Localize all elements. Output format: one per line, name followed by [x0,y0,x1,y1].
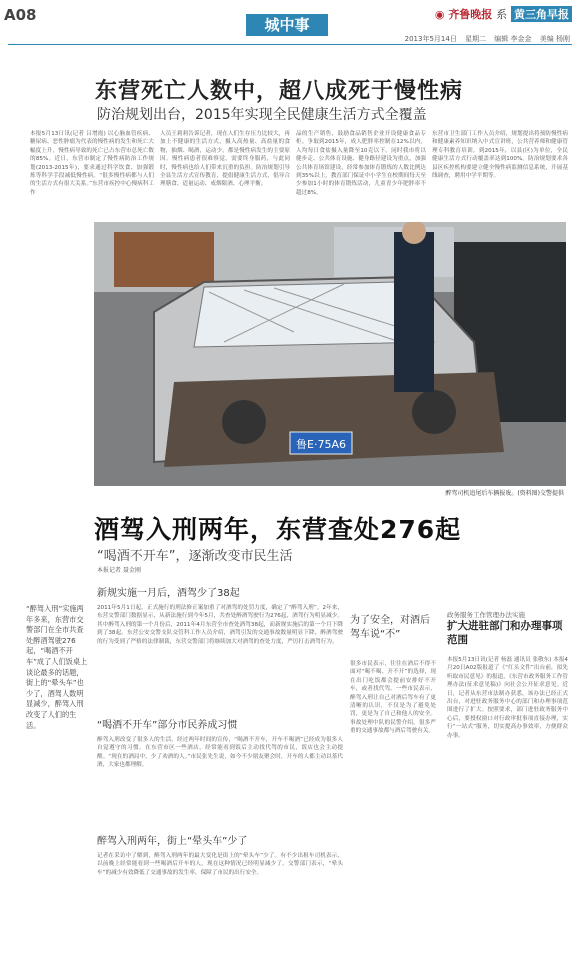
article2-subheadline: “喝酒不开车”，逐渐改变市民生活 [97,549,293,564]
article2-subhead-3: 醉驾入刑两年，街上“晕头车”少了 [97,836,248,847]
mid-subhead: 为了安全，对酒后驾车说“不” [350,615,430,640]
article2-intro: 2011年5月1日起，正式施行的刑法修正案加重了对酒驾的处罚力度，确定了“醉驾入刑”。2年来，东营交警部门数据显示，从新法施行到今年5月，共查处醉酒驾驶行为276起，酒驾行为明显减少。其中醉驾入刑的第一个月份后，2011年4月东营全市查处酒驾38起，而新规实施后的第一个月下降到了38起。东营公安交警支队交管科工作人员介绍，酒驾引发的交通事故数量明显下降，醉酒驾驶的行为受到了严格的法律制裁，东营交警部门将继续加大对酒驾的查处力度，严厉打击酒驾行为。 [97,605,343,645]
designer-credit: 美编 杨刚 [539,35,570,43]
header-rule [8,44,572,45]
sidebar-title: 扩大进驻部门和办理事项范围 [447,620,563,646]
article1-col3: 品的生产销售，鼓励食品销售企业开设健康食品专柜。争取到2015年，成人肥胖率控制在12%以内，人均每日食盐摄入量降至10克以下。同时我市将以健步走、公共体育设施、健身路径建设为重点，加强公共体育场馆建设，经常参加体育锻炼的人数比例达到35%以上，教育部门保证中小学生在校期间每天至少参加1小时的体育锻炼活动，儿童青少年肥胖率不超过8%。 [296,131,426,196]
sidebar-kicker: 政务服务工作管理办法实施 [447,611,525,619]
newspaper-logo [435,6,572,22]
crash-photo [94,222,566,486]
masthead [0,0,580,46]
logo-name: 齐鲁晚报 [448,8,493,21]
logo-box: 黄三角早报 [511,6,572,22]
article2-subhead-2: “喝酒不开车”部分市民养成习惯 [97,720,238,731]
article2-subhead-1: 新规实施一月后，酒驾少了38起 [97,588,240,599]
article1-col4: 东营市卫生部门工作人员介绍，规划提出将预防慢性病和健康素养知识纳入中式宣讲班，公共营养师和健康管理专科教育培训。到2015年，以县(区)为单位，全民健康生活方式行动覆盖率达到100%。防治规划要求各县区疾控机构要建立健全慢性病监测信息系统，开展基线调查，聘用中学平期等。 [432,131,568,180]
article1-headline: 东营死亡人数中，超八成死于慢性病 [95,79,464,104]
date-line [405,34,570,44]
logo-circle-icon: ◉ [434,8,445,21]
article2-headline: 酒驾入刑两年，东营查处276起 [94,515,462,544]
license-plate: 鲁E·75A6 [296,438,346,451]
mid-column-text: 很多市民表示，往往在酒后不得不面对“喝不喝、开不开”的选择，现在出门吃饭都会提前安排好不开车，或者找代驾。一些市民表示，醉驾入刑让自己对酒后驾车有了更清晰的认识，不仅是为了避免处罚，更是为了自己和他人的安全。事故处理中队的民警介绍，很多严重的交通事故都与酒后驾驶有关。 [350,661,436,735]
wrecked-car-illustration [94,222,566,486]
article2-para2: 醉驾入刑改变了很多人的生活。经过两年时间的宣传，“喝酒不开车，开车不喝酒”已经成为很多人自觉遵守的习惯。在东营市区一些酒店，经常能看到饭后主动找代驾的市民，饭店也会主动提醒。“现在的酒局中，少了劝酒的人。”市民张先生说，如今不少朋友聚会时，开车的人都主动以茶代酒，大家也都理解。 [97,737,343,769]
sidebar-article [447,610,567,647]
photo-caption: 醉驾司机追尾后车辆报废。(资料图)交警提供 [445,490,564,497]
editor-credit: 编辑 李金金 [494,35,532,43]
article1-col2: 人员王莉莉告诉记者，现在人们生存压力比较大，再加上不健康的生活方式，摄入高热量、高盐量的食物，抽烟、喝酒，运动少，都是慢性病发生的主要原因。慢性病患者很难察觉，需要终身服药，与此同时，慢性病也给人们带来沉重的负担。防治规划引导全县生活方式宣传教育，提倡健康生活方式，倡导合理膳食、适量运动、戒烟限酒、心理平衡。 [160,131,290,188]
article2-byline: 本报记者 聂金刚 [97,567,141,574]
issue-weekday: 星期二 [465,35,487,43]
section-title: 城中事 [246,14,328,36]
logo-suffix: 系 [496,8,508,21]
sidebar-text: 本报5月13日讯(记者 杨磊 通讯员 张敬东) 本报4月20日A02版报道了《“红头文件”出台前，拟先听取市民意见》的报道，《东营市政务服务工作管理办法(征求意见稿)》向社会公开征求意见。近日，记者从东营市法制办获悉，该办法已经正式出台，对进驻政务服务中心的部门和办理事项范围进行了扩大。按照要求，部门进驻政务服务中心后，要授权窗口对行政审批事项直接办理，实行“一站式”服务，切实提高办事效率，方便群众办事。 [447,657,568,739]
issue-date: 2013年5月14日 [404,35,457,43]
page-number: A08 [4,6,37,24]
article1-col1: 本报5月13日讯(记者 吕增霞) 以心脑血管疾病、糖尿病、恶性肿瘤为代表的慢性病的发生和死亡大幅度上升，慢性病导致的死亡已占东营市总死亡数的85%。近日，东营市制定了慢性病防治工作规划(2013-2015年)，要求通过科学饮食、加强锻炼等科学手段减低慢性病。“很多慢性病都与人们的生活方式有很大关系。”东营市疾控中心慢病科工作 [30,131,154,196]
pull-quote: “醉驾入刑”实施两年多来，东营市交警部门在全市共查处醉酒驾驶276起，“喝酒不开车”成了人们饭桌上谈论最多的话题，街上的“晕头车”也少了，酒驾人数明显减少，醉驾入刑改变了人们的生活。 [26,604,88,730]
article2-para3: 记者在采访中了解到，醉驾入刑两年的最大变化是街上的“晕头车”少了。有不少出租车司机表示，以前晚上经常能看到一些喝酒后开车的人，现在这种情况已经明显减少了。交警部门表示，“晕头车”的减少有效降低了交通事故的发生率，保障了市民的出行安全。 [97,853,343,876]
article1-subheadline: 防治规划出台，2015年实现全民健康生活方式全覆盖 [97,107,427,123]
